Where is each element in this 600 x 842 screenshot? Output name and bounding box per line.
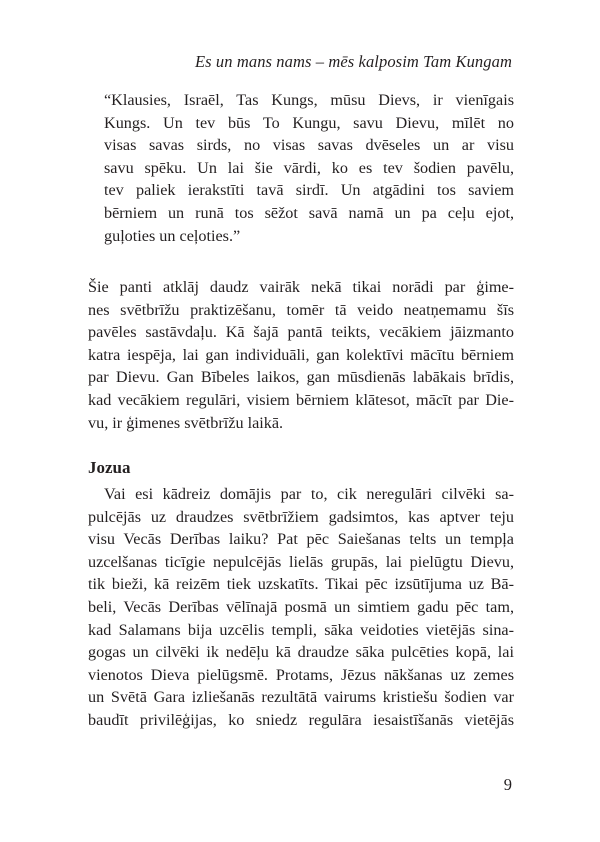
paragraph-line: tik bieži, kā reizēm tiek uzskatīts. Tikai pēc izsūtījuma uz Bā- [88, 575, 514, 594]
paragraph-line: Šie panti atklāj daudz vairāk nekā tikai norādi par ģime- [88, 278, 514, 296]
quote-line: guļoties un ceļoties.” [104, 226, 241, 245]
paragraph-line: gogas un cilvēki ik nedēļu kā draudze sāka pulcēties kopā, lai [88, 643, 514, 662]
paragraph-line: beli, Vecās Derības vēlīnajā posmā un simtiem gadu pēc tam, [88, 597, 514, 616]
body-paragraph [88, 276, 514, 434]
quote-line: tev paliek ierakstīti tavā sirdī. Un atgādini tos saviem [104, 181, 514, 200]
paragraph-line: un Svētā Gara izliešanās rezultātā vairums kristiešu šodien var [88, 688, 514, 707]
paragraph-line: visu Vecās Derības laiku? Pat pēc Saiešanas telts un tempļa [88, 530, 514, 549]
paragraph-line: vienotos Dieva pielūgsmē. Protams, Jēzus nākšanas uz zemes [88, 665, 514, 684]
quote-line: savu spēku. Un lai šie vārdi, ko es tev šodien pavēlu, [104, 158, 514, 177]
paragraph-line: uzcelšanas ticīgie nepulcējās lielās grupās, lai pielūgtu Dievu, [88, 552, 514, 571]
quote-line: bērniem un runā tos sēžot savā namā un pa ceļu ejot, [104, 203, 514, 222]
quote-line: Kungs. Un tev būs To Kungu, savu Dievu, mīlēt no [104, 113, 514, 132]
section-heading: Jozua [88, 458, 131, 477]
paragraph-line: par Dievu. Gan Bībeles laikos, gan mūsdienās labākais brīdis, [88, 368, 514, 387]
paragraph-line: katra iespēja, lai gan individuāli, gan kolektīvi mācītu bērniem [88, 345, 514, 364]
paragraph-line: nes svētbrīžu praktizēšanu, tomēr tā veido neatņemamu šīs [88, 300, 514, 319]
paragraph-line: baudīt privilēģijas, ko sniedz regulāra iesaistīšanās vietējās [88, 710, 514, 729]
paragraph-line: vu, ir ģimenes svētbrīžu laikā. [88, 413, 284, 432]
paragraph-line: kad Salamans bija uzcēlis templi, sāka veidoties vietējās sina- [88, 620, 514, 639]
body-paragraph [88, 483, 514, 732]
quote-line: “Klausies, Israēl, Tas Kungs, mūsu Dievs, ir vienīgais [104, 91, 514, 109]
paragraph-line: kad vecākiem regulāri, visiem bērniem klātesot, mācīt par Die- [88, 390, 514, 409]
paragraph-line: Vai esi kādreiz domājis par to, cik neregulāri cilvēki sa- [104, 485, 514, 503]
page-number: 9 [503, 775, 512, 794]
scripture-quote [104, 89, 514, 247]
quote-line: visas savas sirds, no visas savas dvēseles un ar visu [104, 136, 514, 155]
paragraph-line: pulcējās uz draudzes svētbrīžiem gadsimtos, kas aptver teju [88, 507, 514, 526]
paragraph-line: pavēles sastāvdaļu. Kā šajā pantā teikts, vecākiem jāizmanto [88, 323, 514, 342]
running-header: Es un mans nams – mēs kalposim Tam Kungam [194, 52, 512, 71]
